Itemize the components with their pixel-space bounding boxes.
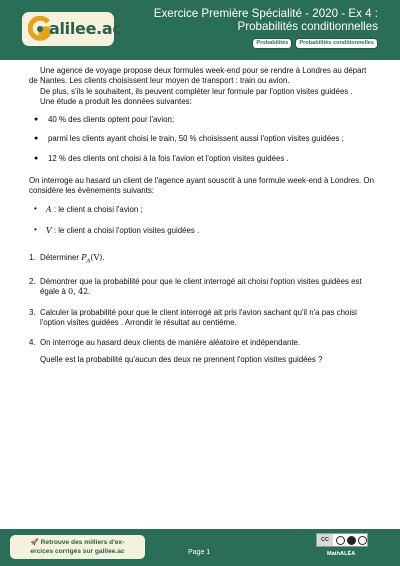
title-line-1: Exercice Première Spécialité - 2020 - Ex 4 :: [153, 7, 378, 20]
cc-nc-icon: [347, 536, 356, 545]
question-3: [29, 308, 374, 329]
event-symbol: V: [46, 225, 52, 235]
cc-license-badge[interactable]: [316, 533, 368, 547]
promo-text-1: Retrouve des milliers d'ex-: [40, 539, 125, 546]
fact-text: parmi les clients ayant choisi le train, 50 % choisissent aussi l'option visites guidées ;: [48, 134, 344, 144]
questions-list: [29, 253, 374, 365]
question-4: [29, 338, 374, 365]
list-item: [29, 205, 374, 215]
page-title: [118, 8, 378, 33]
facts-list: [29, 115, 374, 164]
question-end: .: [102, 253, 105, 263]
question-number: 3.: [29, 307, 36, 317]
mathalea-credit: MathALÉA: [327, 551, 356, 557]
promo-line-1: [10, 538, 145, 547]
cc-by-icon: [336, 536, 345, 545]
cc-sa-icon: [358, 536, 367, 545]
question-text: Démontrer que la probabilité pour que le client interrogé ait choisi l'option visites guidées est égale à: [40, 277, 362, 297]
math-sub: A: [86, 258, 91, 265]
bullet-dot-icon: ●: [34, 135, 39, 143]
question-continuation: Quelle est la probabilité qu'aucun des deux ne prennent l'option visites guidées ?: [40, 354, 323, 364]
list-item: [29, 226, 374, 236]
fact-text: 12 % des clients ont choisi à la fois l'avion et l'option visites guidées .: [48, 153, 289, 163]
cc-label: CC: [317, 534, 333, 546]
question-2: [29, 277, 374, 298]
question-number: 4.: [29, 338, 36, 348]
header-banner: [0, 0, 400, 60]
rocket-icon: 🚀: [30, 539, 39, 546]
question-1: [29, 253, 374, 267]
page-number: Page 1: [188, 549, 211, 556]
galilee-logo[interactable]: [22, 12, 122, 46]
question-number: 2.: [29, 277, 36, 287]
bullet-dot-icon: •: [34, 224, 37, 234]
fact-text: 40 % des clients optent pour l'avion;: [48, 115, 175, 125]
bullet-dot-icon: ●: [34, 116, 39, 124]
question-text: Déterminer: [40, 253, 82, 263]
question-text: Calculer la probabilité pour que le client interrogé ait pris l'avion sachant qu'il n'a pas choisi l'option visites guidées . Arrondir le résultat au centième.: [40, 307, 357, 328]
event-text: : le client a choisi l'avion ;: [51, 204, 143, 214]
intro-paragraph-2: De plus, s'ils le souhaitent, ils peuvent compléter leur formule par l'option visites guidées .: [40, 86, 353, 96]
title-line-2: Probabilités conditionnelles: [237, 19, 378, 33]
question-number: 1.: [29, 253, 36, 263]
bullet-dot-icon: ●: [34, 154, 39, 162]
bullet-dot-icon: •: [34, 203, 37, 213]
logo-text: alilee.ac: [49, 19, 122, 38]
math-value: 0, 42: [68, 287, 89, 297]
tag-probabilites[interactable]: Probabilités: [252, 38, 292, 49]
exercise-body: [29, 66, 374, 375]
math-arg: (V): [90, 253, 103, 263]
question-end: .: [88, 287, 91, 297]
promo-link[interactable]: [10, 535, 145, 559]
promo-line-2: ercices corrigés sur galilee.ac: [30, 548, 125, 555]
tag-list: [252, 38, 378, 49]
math-p: P: [81, 253, 87, 263]
cc-icons: [333, 536, 367, 545]
list-item: [29, 154, 374, 164]
events-list: [29, 205, 374, 237]
intro-paragraph-3: Une étude a produit les données suivantes:: [40, 96, 192, 106]
event-symbol: A: [46, 204, 52, 214]
list-item: [29, 134, 374, 144]
list-item: [29, 115, 374, 125]
situation-paragraph: On interroge au hasard un client de l'agence ayant souscrit à une formule week-end à Londres. On considère les évènements suivants:: [29, 176, 374, 196]
footer-banner: [0, 529, 400, 566]
intro-paragraph-1: Une agence de voyage propose deux formules week-end pour se rendre à Londres au départ de Nantes. Les clients choisissent leur moyen de transport : train ou avion.: [29, 66, 367, 86]
question-text: On interroge au hasard deux clients de manière aléatoire et indépendante.: [40, 338, 301, 348]
event-text: : le client a choisi l'option visites guidées .: [51, 225, 200, 235]
tag-probabilites-conditionnelles[interactable]: Probabilités conditionnelles: [295, 38, 378, 49]
